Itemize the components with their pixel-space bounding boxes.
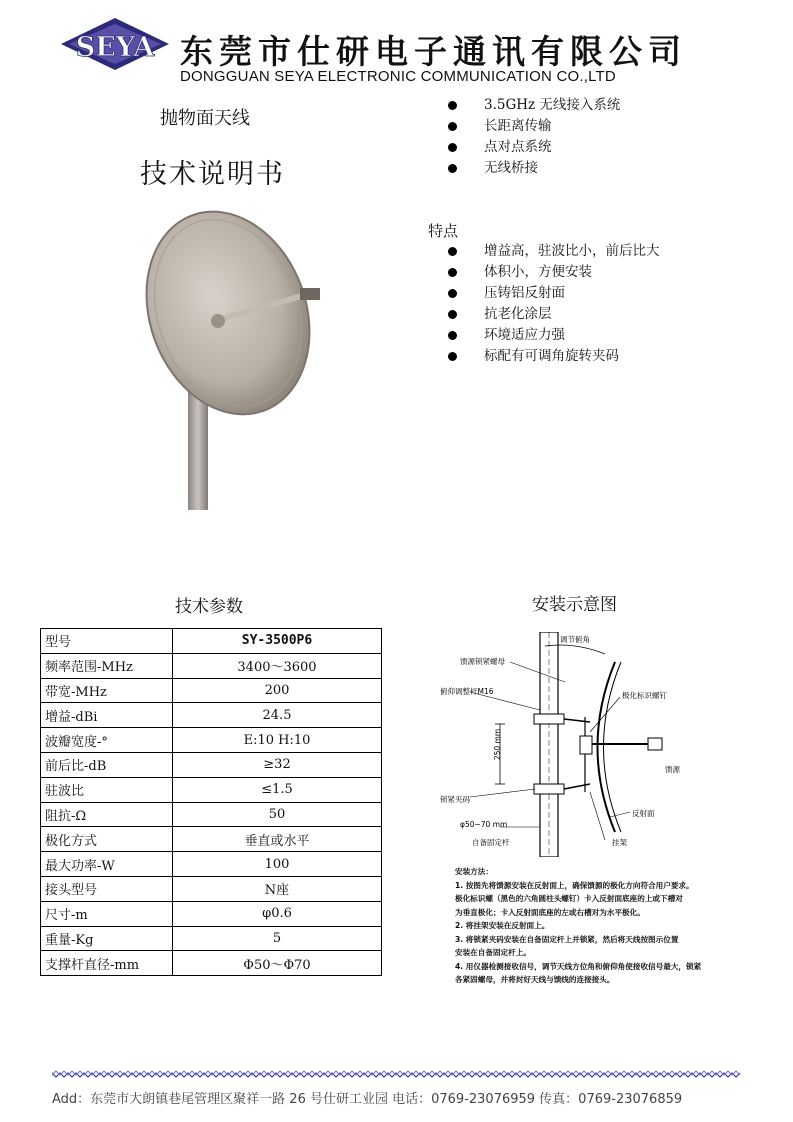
list-item: 增益高，驻波比小，前后比大 xyxy=(448,241,660,262)
table-row xyxy=(41,703,382,728)
bullet-icon xyxy=(448,101,457,110)
param-value: ≤1.5 xyxy=(173,777,382,802)
install-title: 安装示意图 xyxy=(532,595,617,615)
list-item: 标配有可调角旋转夹码 xyxy=(448,346,660,367)
list-item: 3.5GHz 无线接入系统 xyxy=(448,95,620,116)
note-line: 为垂直极化；卡入反射面底座的左或右槽对为水平极化。 xyxy=(455,907,645,917)
param-value: SY-3500P6 xyxy=(173,629,382,654)
param-value: 24.5 xyxy=(173,703,382,728)
note-line: 1. 按图先将馈源安装在反射面上，确保馈源的极化方向符合用户要求。 xyxy=(455,880,694,890)
diagram-label: 自备固定杆 xyxy=(472,838,510,847)
bullet-icon xyxy=(448,122,457,131)
bullet-icon xyxy=(448,143,457,152)
diagram-label: 极化标识螺钉 xyxy=(622,691,667,700)
diagram-label: 馈源锁紧螺母 xyxy=(460,657,505,666)
param-key: 接头型号 xyxy=(41,876,173,901)
note-line: 各紧固螺母，并将封好天线与馈线的连接接头。 xyxy=(455,975,615,984)
param-key: 尺寸-m xyxy=(41,901,173,926)
antenna-photo xyxy=(140,195,370,510)
param-value: 垂直或水平 xyxy=(173,827,382,852)
diagram-label: φ50~70 mm xyxy=(460,820,508,829)
installation-diagram xyxy=(440,632,750,857)
table-row xyxy=(41,926,382,951)
bullet-icon xyxy=(448,247,457,256)
list-item: 点对点系统 xyxy=(448,137,620,158)
diagram-label: 250 mm xyxy=(493,728,503,761)
list-item: 抗老化涂层 xyxy=(448,304,660,325)
application-list xyxy=(448,95,620,179)
param-key: 频率范围-MHz xyxy=(41,653,173,678)
param-key: 重量-Kg xyxy=(41,926,173,951)
param-key: 阻抗-Ω xyxy=(41,802,173,827)
bullet-icon xyxy=(448,331,457,340)
note-line: 3. 将锁紧夹码安装在自备固定杆上并锁紧，然后将天线按图示位置 xyxy=(455,934,679,944)
company-name-en: DONGGUAN SEYA ELECTRONIC COMMUNICATION CO.,LTD xyxy=(180,68,616,85)
table-row xyxy=(41,728,382,753)
note-line: 极化标识螺（黑色的六角圆柱头螺钉）卡入反射面底座的上或下槽对 xyxy=(455,894,683,903)
list-item: 体积小，方便安装 xyxy=(448,262,660,283)
footer-divider xyxy=(52,1070,742,1080)
params-table xyxy=(40,628,382,976)
diagram-label: 俯仰调整杆M16 xyxy=(440,687,494,696)
features-list xyxy=(448,241,660,367)
table-row xyxy=(41,827,382,852)
table-row xyxy=(41,802,382,827)
list-item: 环境适应力强 xyxy=(448,325,660,346)
bullet-icon xyxy=(448,310,457,319)
table-row xyxy=(41,876,382,901)
param-value: φ0.6 xyxy=(173,901,382,926)
list-item: 压铸铝反射面 xyxy=(448,283,660,304)
params-title: 技术参数 xyxy=(175,597,243,617)
note-line: 安装方法： xyxy=(455,867,493,876)
param-key: 驻波比 xyxy=(41,777,173,802)
param-value: 200 xyxy=(173,678,382,703)
table-row xyxy=(41,653,382,678)
list-item: 长距离传输 xyxy=(448,116,620,137)
bullet-icon xyxy=(448,164,457,173)
doc-title: 技术说明书 xyxy=(140,159,285,190)
footer-address: Add：东莞市大朗镇巷尾管理区聚祥一路 26 号仕研工业园 电话：0769-23076959 传真：0769-23076859 xyxy=(52,1092,683,1107)
features-title: 特点 xyxy=(428,222,459,240)
param-value: 100 xyxy=(173,852,382,877)
param-value: N座 xyxy=(173,876,382,901)
company-name-cn: 东莞市仕研电子通讯有限公司 xyxy=(180,32,687,71)
bullet-icon xyxy=(448,289,457,298)
param-value: ≥32 xyxy=(173,752,382,777)
list-item: 无线桥接 xyxy=(448,158,620,179)
param-value: Φ50～Φ70 xyxy=(173,951,382,976)
diagram-label: 锁紧夹码 xyxy=(440,795,470,804)
table-row xyxy=(41,629,382,654)
note-line: 4. 用仪器检测接收信号，调节天线方位角和俯仰角使接收信号最大，锁紧 xyxy=(455,961,702,971)
diagram-label: 馈源 xyxy=(665,765,680,774)
param-key: 波瓣宽度-° xyxy=(41,728,173,753)
product-name: 抛物面天线 xyxy=(160,108,250,129)
param-key: 增益-dBi xyxy=(41,703,173,728)
table-row xyxy=(41,901,382,926)
table-row xyxy=(41,852,382,877)
table-row xyxy=(41,752,382,777)
param-value: 5 xyxy=(173,926,382,951)
logo-text: SEYA xyxy=(75,32,155,63)
bullet-icon xyxy=(448,268,457,277)
param-key: 型号 xyxy=(41,629,173,654)
param-key: 带宽-MHz xyxy=(41,678,173,703)
note-line: 2. 将挂架安装在反射面上。 xyxy=(455,921,550,930)
param-key: 支撑杆直径-mm xyxy=(41,951,173,976)
diagram-label: 调节俯角 xyxy=(560,635,590,644)
table-row xyxy=(41,951,382,976)
param-key: 最大功率-W xyxy=(41,852,173,877)
installation-notes xyxy=(455,865,755,987)
param-key: 前后比-dB xyxy=(41,752,173,777)
table-row xyxy=(41,678,382,703)
note-line: 安装在自备固定杆上。 xyxy=(455,948,531,957)
param-value: 3400～3600 xyxy=(173,653,382,678)
table-row xyxy=(41,777,382,802)
param-value: 50 xyxy=(173,802,382,827)
diagram-label: 挂架 xyxy=(612,838,627,847)
bullet-icon xyxy=(448,352,457,361)
param-value: E:10 H:10 xyxy=(173,728,382,753)
diagram-label: 反射面 xyxy=(632,809,655,818)
company-logo xyxy=(57,16,173,74)
param-key: 极化方式 xyxy=(41,827,173,852)
